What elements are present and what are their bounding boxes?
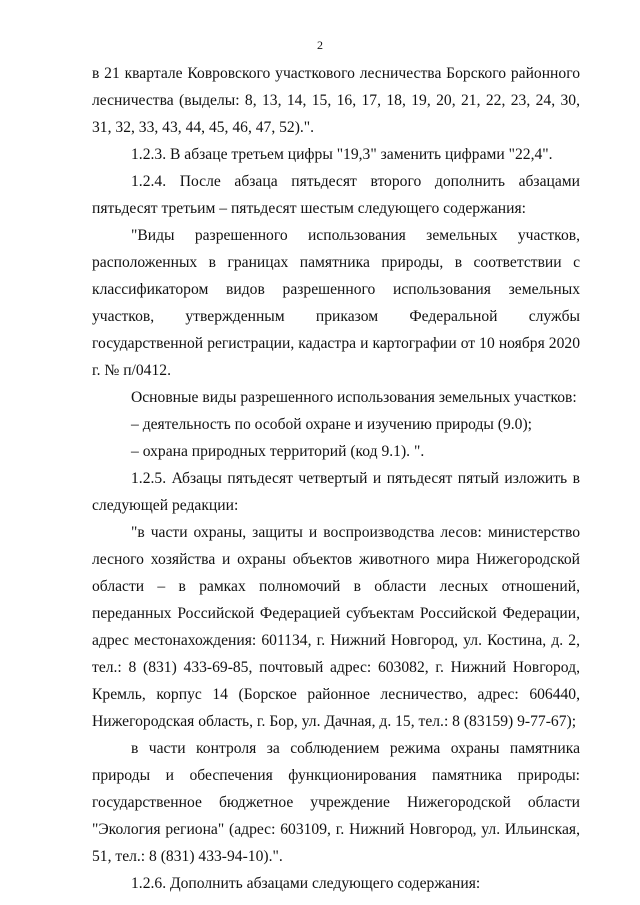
paragraph-forest-protection: "в части охраны, защиты и воспроизводства лесов: министерство лесного хозяйства и охраны объектов животного мира Нижегородской области – в рамках полномочий в области лесных отношений, переданных Российской Федерацией субъектам Российской Федерации, адрес местонахождения: 601134, г. Нижний Новгород, ул. Костина, д. 2, тел.: 8 (831) 433-69-85, почтовый адрес: 603082, г. Нижний Новгород, Кремль, корпус 14 (Борское районное лесничество, адрес: 606440, Нижегородская область, г. Бор, ул. Дачная, д. 15, тел.: 8 (83159) 9-77-67); (92, 524, 580, 730)
paragraph-1-2-3: 1.2.3. В абзаце третьем цифры "19,3" заменить цифрами "22,4". (131, 146, 553, 163)
document-body (92, 60, 580, 897)
paragraph-1-2-5: 1.2.5. Абзацы пятьдесят четвертый и пятьдесят пятый изложить в следующей редакции: (92, 470, 580, 514)
paragraph-1-2-6: 1.2.6. Дополнить абзацами следующего содержания: (131, 875, 481, 892)
paragraph-regime-control: в части контроля за соблюдением режима охраны памятника природы и обеспечения функционирования памятника природы: государственное бюджетное учреждение Нижегородской области "Экология региона" (адрес: 603109, г. Нижний Новгород, ул. Ильинская, 51, тел.: 8 (831) 433-94-10).". (92, 740, 580, 865)
list-item-natural-territories: – охрана природных территорий (код 9.1). ". (131, 443, 425, 460)
page-number: 2 (317, 38, 323, 52)
paragraph-continuation: в 21 квартале Ковровского участкового лесничества Борского районного лесничества (выделы: 8, 13, 14, 15, 16, 17, 18, 19, 20, 21, 22, 23, 24, 30, 31, 32, 33, 43, 44, 45, 46, 47, 52).". (92, 65, 580, 136)
paragraph-1-2-4: 1.2.4. После абзаца пятьдесят второго дополнить абзацами пятьдесят третьим – пятьдесят шестым следующего содержания: (92, 173, 580, 217)
paragraph-land-use-types: "Виды разрешенного использования земельных участков, расположенных в границах памятника природы, в соответствии с классификатором видов разрешенного использования земельных участков, утвержденным приказом Федеральной службы государственной регистрации, кадастра и картографии от 10 ноября 2020 г. № п/0412. (92, 227, 580, 379)
list-item-nature-protection: – деятельность по особой охране и изучению природы (9.0); (131, 416, 533, 433)
paragraph-main-land-use: Основные виды разрешенного использования земельных участков: (131, 389, 577, 406)
